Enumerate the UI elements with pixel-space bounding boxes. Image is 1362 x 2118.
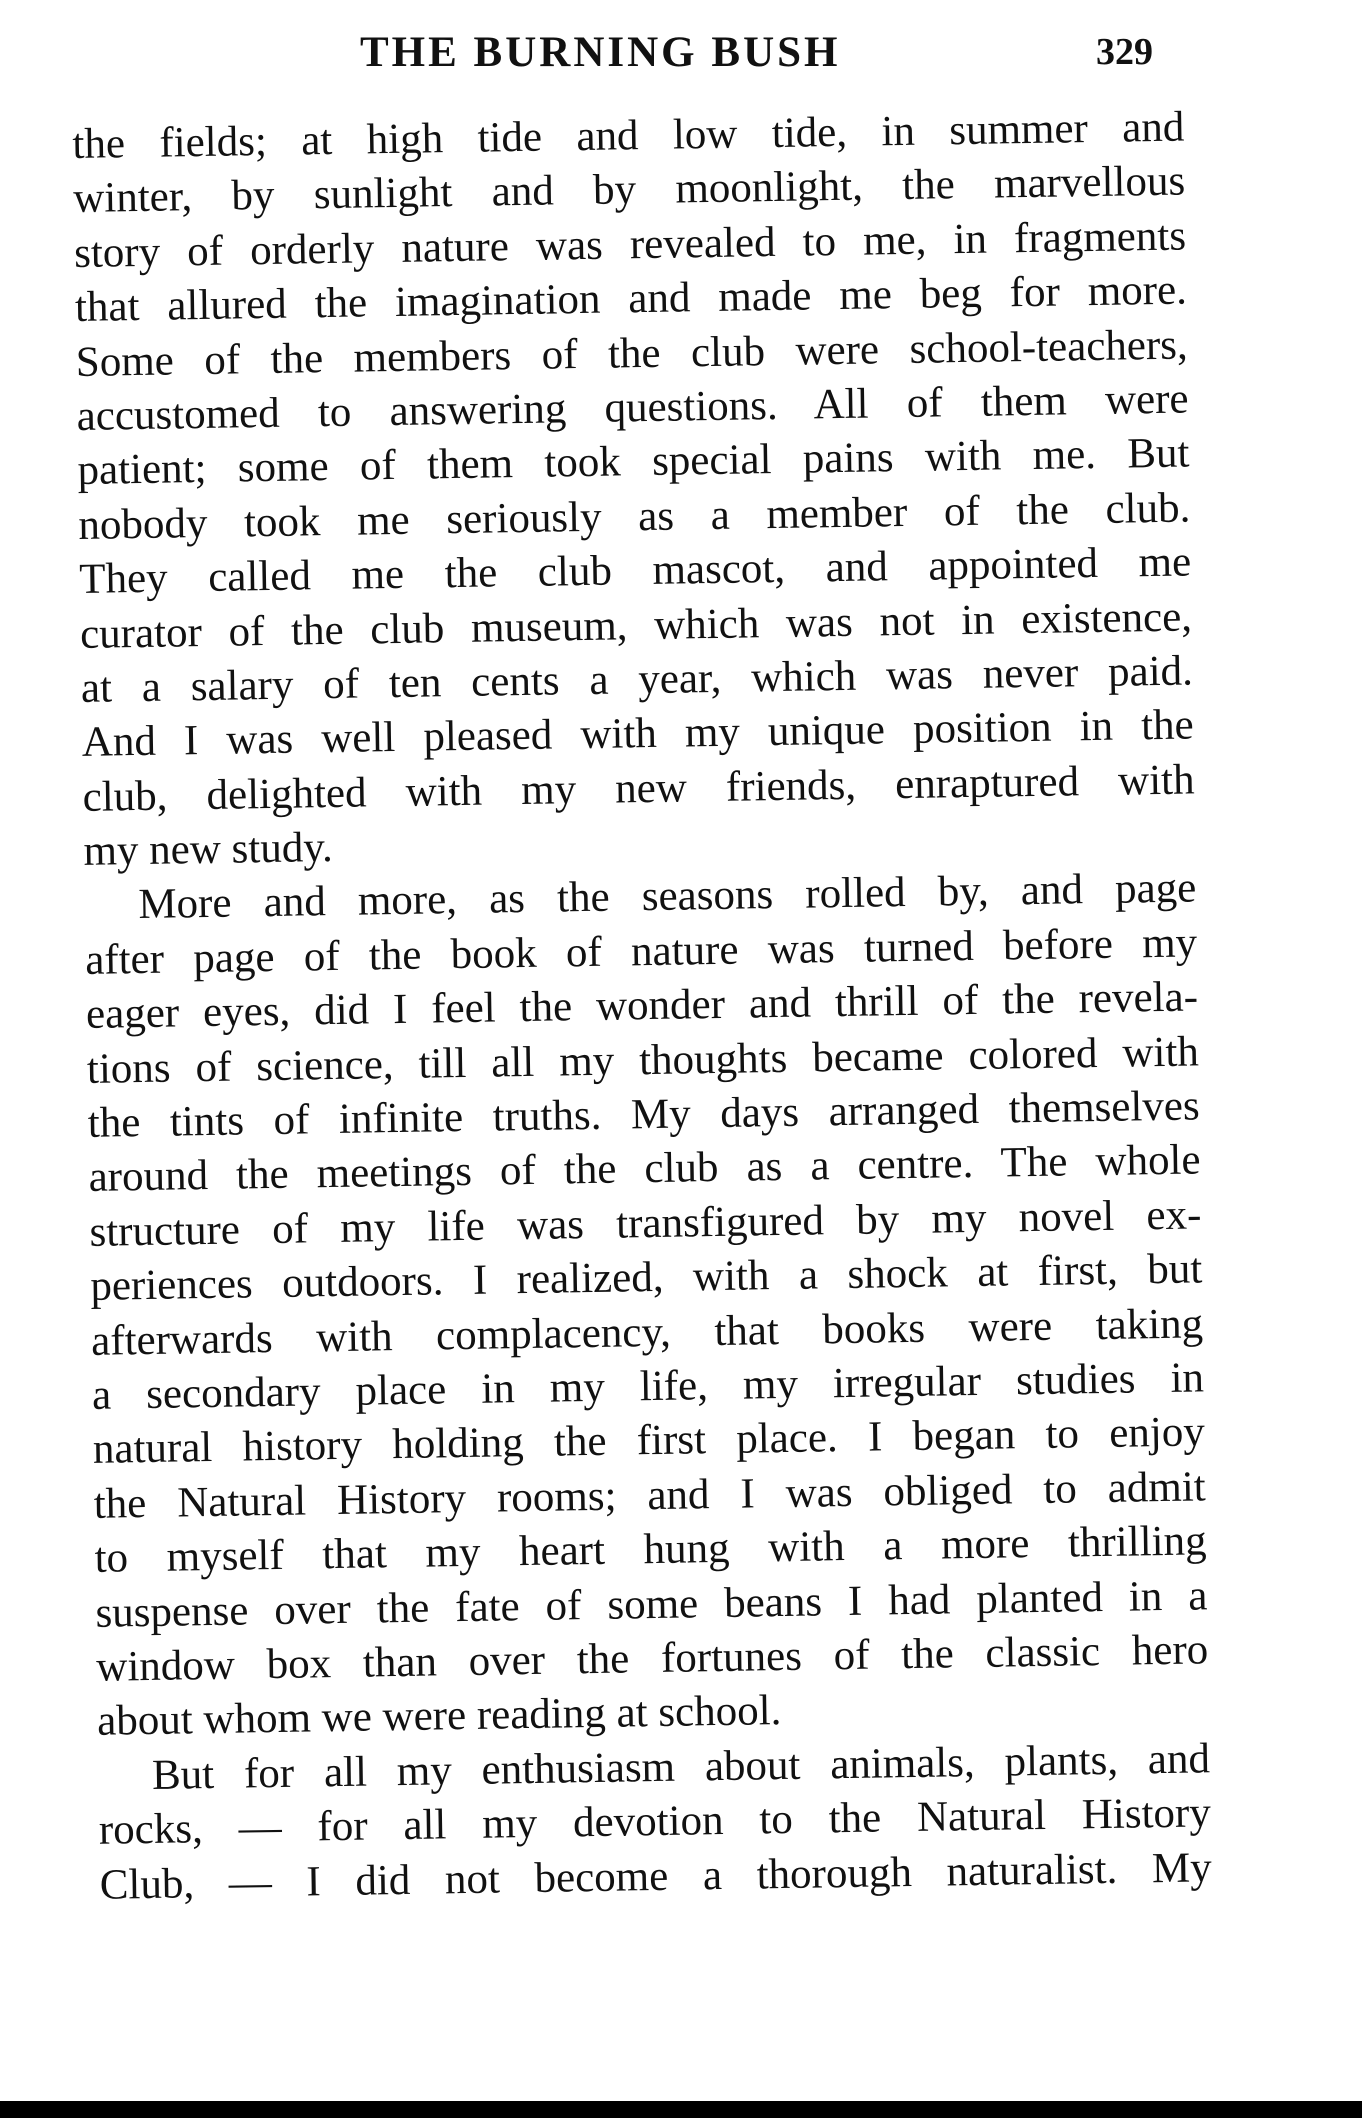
text-line: Club, — I did not become a thorough naturalist. My — [99, 1843, 1212, 1909]
text-line: Some of the members of the club were school-teachers, — [75, 321, 1189, 386]
text-line: the Natural History rooms; and I was obliged to admit — [93, 1463, 1207, 1528]
text-line: to myself that my heart hung with a more thrilling — [94, 1517, 1207, 1582]
text-line: that allured the imagination and made me beg for more. — [74, 266, 1188, 332]
text-line: afterwards with complacency, that books were taking — [90, 1299, 1204, 1365]
text-line: rocks, — for all my devotion to the Natural History — [98, 1789, 1212, 1854]
text-line: structure of my life was transfigured by my novel ex- — [89, 1191, 1202, 1256]
text-line: They called me the club mascot, and appointed me — [78, 538, 1192, 604]
scan-bottom-edge — [0, 2101, 1362, 2118]
text-line: accustomed to answering questions. All of them were — [76, 375, 1189, 440]
text-line: tions of science, till all my thoughts became colored with — [86, 1028, 1200, 1093]
text-line: club, delighted with my new friends, enraptured with — [82, 756, 1195, 821]
text-line: at a salary of ten cents a year, which was never paid. — [80, 647, 1194, 712]
text-line: patient; some of them took special pains with me. But — [77, 429, 1190, 495]
text-line: window box than over the fortunes of the classic hero — [95, 1626, 1209, 1691]
text-line: my new study. — [83, 824, 334, 875]
text-line: natural history holding the first place. I began to enjoy — [92, 1408, 1206, 1474]
text-line: More and more, as the seasons rolled by, and page — [138, 864, 1197, 929]
text-line: story of orderly nature was revealed to me, in fragments — [73, 212, 1187, 277]
text-line: eager eyes, did I feel the wonder and thrill of the revela- — [85, 973, 1199, 1039]
text-line: around the meetings of the club as a centre. The whole — [88, 1136, 1201, 1202]
text-line: the fields; at high tide and low tide, in summer and — [72, 103, 1185, 168]
text-line: after page of the book of nature was turned before my — [84, 919, 1198, 984]
text-line: periences outdoors. I realized, with a shock at first, but — [89, 1245, 1203, 1311]
body-text — [72, 101, 1212, 1913]
text-line: winter, by sunlight and by moonlight, the marvellous — [72, 157, 1186, 223]
text-line: But for all my enthusiasm about animals, plants, and — [151, 1735, 1211, 1799]
text-line: suspense over the fate of some beans I had planted in a — [95, 1571, 1208, 1637]
text-line: curator of the club museum, which was not in existence, — [79, 592, 1193, 658]
text-line: And I was well pleased with my unique position in the — [81, 701, 1195, 767]
page-number: 329 — [1096, 31, 1153, 73]
text-line: the tints of infinite truths. My days arranged themselves — [87, 1082, 1201, 1147]
text-line: about whom we were reading at school. — [96, 1687, 782, 1746]
running-head-title: THE BURNING BUSH — [360, 29, 841, 76]
text-line: nobody took me seriously as a member of the club. — [78, 484, 1191, 549]
text-line: a secondary place in my life, my irregular studies in — [91, 1354, 1205, 1419]
